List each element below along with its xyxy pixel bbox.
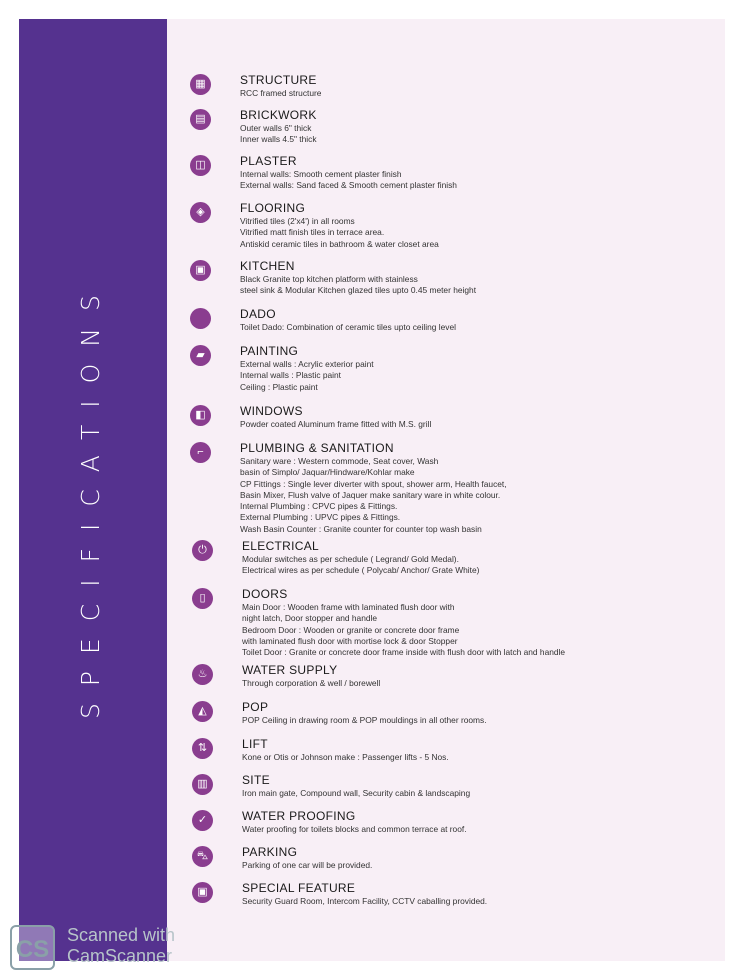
- spec-title: LIFT: [242, 737, 268, 751]
- spec-detail-line: night latch, Door stopper and handle: [242, 613, 378, 624]
- spec-title: WINDOWS: [240, 404, 303, 418]
- plaster-icon: ◫: [190, 155, 211, 176]
- spec-title: BRICKWORK: [240, 108, 317, 122]
- faucet-icon: ⌐: [190, 442, 211, 463]
- spec-detail-line: Security Guard Room, Intercom Facility, CCTV caballing provided.: [242, 896, 488, 906]
- spec-title: WATER PROOFING: [242, 809, 356, 823]
- spec-title: STRUCTURE: [240, 73, 317, 87]
- spec-detail-line: POP Ceiling in drawing room & POP mouldings in all other rooms.: [242, 715, 487, 725]
- spec-detail-line: steel sink & Modular Kitchen glazed tiles upto 0.45 meter height: [240, 285, 477, 296]
- watermark-line2: CamScanner: [67, 946, 173, 966]
- spec-section: [197, 773, 471, 799]
- spec-detail-line: Outer walls 6" thick: [240, 123, 312, 133]
- spec-detail-line: Iron main gate, Compound wall, Security cabin & landscaping: [242, 788, 471, 798]
- spec-detail-line: Toilet Dado: Combination of ceramic tiles upto ceiling level: [240, 322, 456, 332]
- spec-details: [242, 715, 487, 726]
- spec-title: SPECIAL FEATURE: [242, 881, 356, 895]
- spec-detail-line: Toilet Door : Granite or concrete door frame inside with flush door with latch and handle: [242, 647, 566, 658]
- spec-detail-line: Bedroom Door : Wooden or granite or concrete door frame: [242, 624, 460, 635]
- spec-title: ELECTRICAL: [242, 539, 320, 553]
- car-icon: ⛍: [192, 846, 213, 867]
- special-feature-icon: ▣: [192, 882, 213, 903]
- spec-section: [195, 73, 322, 99]
- spec-detail-line: Water proofing for toilets blocks and common terrace at roof.: [242, 824, 467, 834]
- spec-detail-line: Wash Basin Counter : Granite counter for counter top wash basin: [240, 523, 482, 534]
- spec-section: [197, 809, 467, 835]
- spec-detail-line: Basin Mixer, Flush valve of Jaquer make sanitary ware in white colour.: [240, 489, 501, 500]
- watermark-line1: Scanned with: [67, 925, 176, 945]
- spec-title: PLUMBING & SANITATION: [240, 441, 394, 455]
- spec-detail-line: External walls : Acrylic exterior paint: [240, 359, 374, 369]
- spec-detail-line: External Plumbing : UPVC pipes & Fittings.: [240, 512, 401, 523]
- spec-detail-line: with laminated flush door with mortise lock & door Stopper: [242, 635, 458, 646]
- spec-section: [196, 201, 439, 250]
- spec-details: [240, 88, 321, 99]
- spec-details: [240, 419, 431, 430]
- water-tap-icon: ♨: [192, 664, 213, 685]
- brick-wall-icon: ▤: [190, 109, 211, 130]
- spec-details: [242, 602, 565, 658]
- spec-details: [242, 554, 479, 577]
- spec-details: [242, 752, 449, 763]
- spec-details: [242, 678, 380, 689]
- spec-details: [240, 456, 507, 535]
- spec-title: PLASTER: [240, 154, 297, 168]
- pop-tool-icon: ◭: [192, 701, 213, 722]
- spec-section: [195, 404, 432, 430]
- spec-details: [240, 322, 456, 333]
- spec-section: [196, 845, 373, 871]
- spec-section: [197, 737, 449, 763]
- spec-details: [242, 824, 467, 835]
- spec-section: [197, 663, 381, 689]
- spec-detail-line: CP Fittings : Single lever diverter with spout, shower arm, Health faucet,: [240, 478, 507, 489]
- spec-section: [196, 344, 374, 393]
- sidebar: [19, 19, 167, 961]
- spec-section: [199, 587, 566, 658]
- spec-details: [240, 169, 457, 192]
- water-proofing-icon: ✓: [192, 810, 213, 831]
- paint-roller-icon: ▰: [190, 345, 211, 366]
- spec-section: [195, 259, 477, 297]
- door-icon: ▯: [192, 588, 213, 609]
- spec-detail-line: Kone or Otis or Johnson make : Passenger lifts - 5 Nos.: [242, 752, 449, 762]
- spec-title: DOORS: [242, 587, 288, 601]
- spec-details: [240, 359, 374, 393]
- spec-title: FLOORING: [240, 201, 306, 215]
- spec-details: [242, 860, 372, 871]
- spec-title: PARKING: [242, 845, 298, 859]
- window-icon: ◧: [190, 405, 211, 426]
- spec-section: [195, 154, 457, 192]
- spec-details: [240, 216, 439, 250]
- sidebar-title: SPECIFICATIONS: [76, 278, 105, 720]
- spec-title: PAINTING: [240, 344, 299, 358]
- spec-title: KITCHEN: [240, 259, 295, 273]
- spec-detail-line: Vitrified matt finish tiles in terrace area.: [240, 227, 385, 238]
- spec-detail-line: Powder coated Aluminum frame fitted with M.S. grill: [240, 419, 432, 429]
- watermark-text: [67, 925, 175, 967]
- camscanner-logo: CS: [10, 925, 55, 970]
- spec-section: [195, 108, 317, 146]
- spec-title: WATER SUPPLY: [242, 663, 338, 677]
- spec-detail-line: Electrical wires as per schedule ( Polycab/ Anchor/ Grate White): [242, 565, 480, 576]
- spec-detail-line: Sanitary ware : Western commode, Seat cover, Wash: [240, 456, 439, 466]
- building-icon: ▦: [190, 74, 211, 95]
- spec-detail-line: RCC framed structure: [240, 88, 322, 98]
- spec-detail-line: Ceiling : Plastic paint: [240, 381, 318, 392]
- spec-detail-line: Parking of one car will be provided.: [242, 860, 373, 870]
- spec-section: [197, 441, 507, 535]
- spec-title: POP: [242, 700, 269, 714]
- spec-title: DADO: [240, 307, 276, 321]
- spec-details: [242, 896, 487, 907]
- spec-detail-line: Inner walls 4.5" thick: [240, 134, 317, 145]
- spec-detail-line: Black Granite top kitchen platform with stainless: [240, 274, 418, 284]
- spec-section: [197, 881, 488, 907]
- kitchen-icon: ▣: [190, 260, 211, 281]
- spec-detail-line: Internal walls : Plastic paint: [240, 370, 342, 381]
- spec-title: SITE: [242, 773, 270, 787]
- spec-section: [198, 539, 480, 577]
- spec-detail-line: Vitrified tiles (2'x4') in all rooms: [240, 216, 355, 226]
- spec-detail-line: Internal Plumbing : CPVC pipes & Fittings.: [240, 501, 398, 512]
- spec-details: [240, 123, 317, 146]
- lift-icon: ⇅: [192, 738, 213, 759]
- spec-detail-line: Through corporation & well / borewell: [242, 678, 381, 688]
- spec-section: [198, 700, 487, 726]
- tiles-icon: ◈: [190, 202, 211, 223]
- spec-detail-line: basin of Simplo/ Jaquar/Hindware/Kohlar make: [240, 467, 415, 478]
- spec-detail-line: External walls: Sand faced & Smooth cement plaster finish: [240, 180, 457, 191]
- camscanner-watermark: [10, 925, 195, 975]
- site-icon: ▥: [192, 774, 213, 795]
- spec-section: [240, 308, 456, 333]
- spec-details: [242, 788, 470, 799]
- spec-detail-line: Main Door : Wooden frame with laminated flush door with: [242, 602, 455, 612]
- dado-icon: [190, 308, 211, 329]
- plug-icon: ⏻: [192, 540, 213, 561]
- spec-detail-line: Modular switches as per schedule ( Legrand/ Gold Medal).: [242, 554, 459, 564]
- spec-details: [240, 274, 476, 297]
- spec-detail-line: Internal walls: Smooth cement plaster finish: [240, 169, 402, 179]
- spec-detail-line: Antiskid ceramic tiles in bathroom & water closet area: [240, 238, 439, 249]
